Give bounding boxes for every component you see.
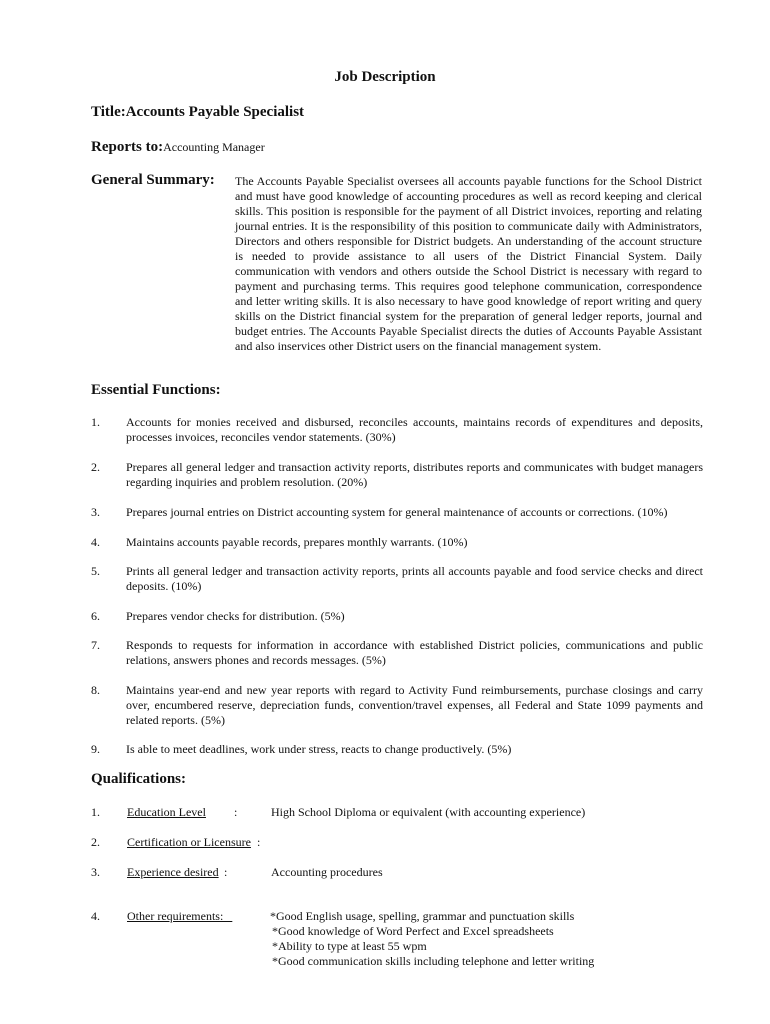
function-item <box>91 609 703 624</box>
requirement-line: *Ability to type at least 55 wpm <box>272 939 427 953</box>
function-text: Prints all general ledger and transaction activity reports, prints all accounts payable and food service checks and direct deposits. (10%) <box>126 564 703 593</box>
reports-to-line <box>91 139 265 156</box>
qualification-label-colon: : <box>224 865 228 879</box>
general-summary-text: The Accounts Payable Specialist oversees all accounts payable functions for the School District and must have good knowledge of accounting procedures as well as record keeping and clerical skills. This position is responsible for the payment of all District invoices, reporting and relating journal entries. It is the responsibility of this position to communicate daily with Administrators, Directors and others responsible for District budgets. An understanding of the account structure is needed to provide assistance to all users of the District Financial System. Daily communication with vendors and others outside the School District is necessary with regard to payment and purchasing terms. This requires good telephone communication, correspondence and letter writing skills. It is also necessary to have good knowledge of report writing and query skills on the District financial system for the preparation of general ledger reports, journal and budget entries. The Accounts Payable Specialist directs the duties of Accounts Payable Assistant and also inservices other District users on the financial management system. <box>235 174 702 353</box>
function-text: Maintains accounts payable records, prepares monthly warrants. (10%) <box>126 535 468 549</box>
qualification-value: Accounting procedures <box>271 865 383 879</box>
other-requirements-list <box>270 909 594 969</box>
function-number: 1. <box>91 415 100 429</box>
qualifications-heading: Qualifications: <box>91 771 187 787</box>
title-value: Accounts Payable Specialist <box>125 104 305 120</box>
qualification-label <box>127 865 219 880</box>
function-number: 3. <box>91 505 100 519</box>
qualification-number: 1. <box>91 805 100 819</box>
reports-to-value: Accounting Manager <box>163 140 265 154</box>
qualification-label <box>127 805 206 820</box>
function-item <box>91 460 703 490</box>
function-item <box>91 638 703 668</box>
requirement-line: *Good English usage, spelling, grammar and punctuation skills <box>270 909 575 923</box>
function-number: 4. <box>91 535 100 549</box>
function-number: 5. <box>91 564 100 578</box>
function-text: Maintains year-end and new year reports with regard to Activity Fund reimbursements, purchase closings and carry over, encumbered reserve, depreciation funds, convention/travel expenses, all Federal and State 1099 payments and related reports. (5%) <box>126 683 703 727</box>
function-text: Prepares journal entries on District accounting system for general maintenance of accounts or corrections. (10%) <box>126 505 668 519</box>
function-number: 7. <box>91 638 100 652</box>
qualification-label <box>127 835 251 850</box>
essential-functions-heading: Essential Functions: <box>91 382 221 398</box>
qualification-label-text: Certification or Licensure <box>127 835 251 849</box>
function-item <box>91 742 703 757</box>
qualification-number: 3. <box>91 865 100 879</box>
function-item <box>91 564 703 594</box>
function-number: 9. <box>91 742 100 756</box>
qualification-value: High School Diploma or equivalent (with accounting experience) <box>271 805 586 819</box>
function-item <box>91 535 703 550</box>
function-number: 6. <box>91 609 100 623</box>
general-summary-heading: General Summary: <box>91 172 215 188</box>
qualification-label-colon: : <box>234 805 238 819</box>
title-label: Title: <box>91 104 126 120</box>
function-item <box>91 505 703 520</box>
function-number: 2. <box>91 460 100 474</box>
function-text: Prepares all general ledger and transaction activity reports, distributes reports and communicates with budget managers regarding inquiries and problem resolution. (20%) <box>126 460 703 489</box>
qualification-label <box>127 909 232 924</box>
function-text: Accounts for monies received and disbursed, reconciles accounts, maintains records of expenditures and deposits, processes invoices, reconciles vendor statements. (30%) <box>126 415 703 444</box>
qualification-label-colon: : <box>257 835 261 849</box>
document-heading: Job Description <box>334 69 436 85</box>
job-title-line <box>91 104 304 121</box>
function-text: Is able to meet deadlines, work under stress, reacts to change productively. (5%) <box>126 742 512 756</box>
function-item <box>91 683 703 728</box>
qualification-number: 4. <box>91 909 100 923</box>
requirement-line: *Good knowledge of Word Perfect and Excel spreadsheets <box>272 924 554 938</box>
qualification-label-text: Education Level <box>127 805 206 819</box>
qualification-label-text: Other requirements: <box>127 909 233 923</box>
qualification-number: 2. <box>91 835 100 849</box>
function-number: 8. <box>91 683 100 697</box>
function-item <box>91 415 703 445</box>
reports-to-label: Reports to: <box>91 139 164 155</box>
qualification-label-text: Experience desired <box>127 865 219 879</box>
requirement-line: *Good communication skills including telephone and letter writing <box>272 954 595 968</box>
function-text: Responds to requests for information in accordance with established District policies, communications and public relations, answers phones and records messages. (5%) <box>126 638 703 667</box>
function-text: Prepares vendor checks for distribution. (5%) <box>126 609 345 623</box>
